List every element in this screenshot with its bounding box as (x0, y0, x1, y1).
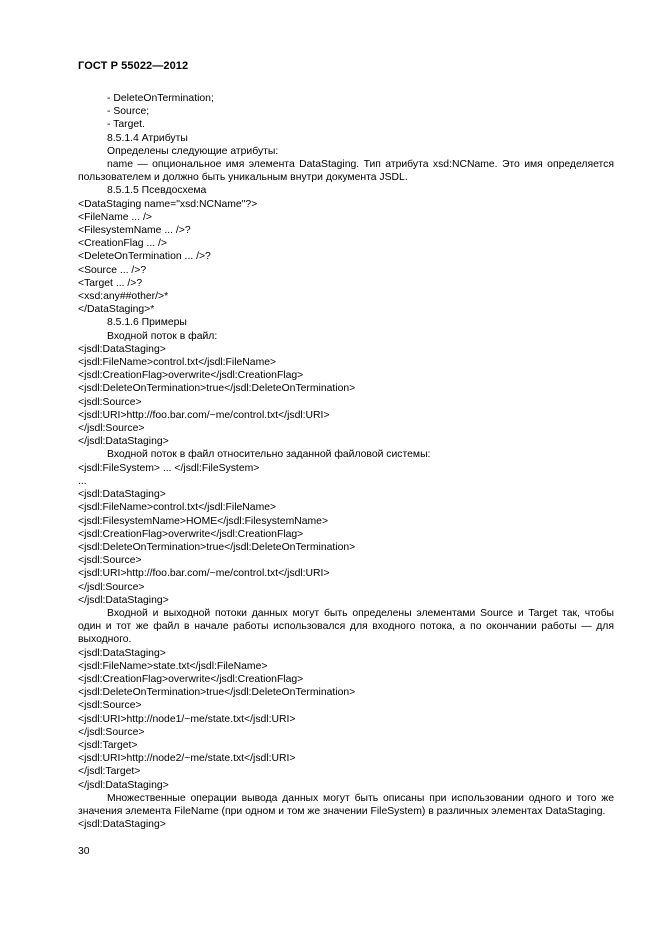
text-line: Входной поток в файл: (107, 330, 218, 342)
code-line: <jsdl:URI>http://node2/~me/state.txt</jsdl:URI> (78, 753, 296, 765)
text-line: - Target. (107, 119, 145, 131)
code-line: <jsdl:URI>http://foo.bar.com/~me/control.txt</jsdl:URI> (78, 568, 330, 580)
code-line: </jsdl:DataStaging> (78, 436, 169, 448)
code-line: <jsdl:CreationFlag>overwrite</jsdl:CreationFlag> (78, 370, 304, 382)
code-line: <jsdl:Source> (78, 700, 142, 712)
code-line: <jsdl:Target> (78, 739, 138, 751)
paragraph: Множественные операции вывода данных могут быть описаны при использовании одного и того же значения элемента FileName (при одном и том же значении FileSystem) в различных элементах DataStaging. (78, 792, 614, 817)
code-line: </jsdl:DataStaging> (78, 594, 169, 606)
code-line: <jsdl:Source> (78, 396, 142, 408)
text-line: Входной поток в файл относительно заданной файловой системы: (107, 449, 431, 461)
code-line: <jsdl:CreationFlag>overwrite</jsdl:CreationFlag> (78, 673, 304, 685)
code-line: <jsdl:CreationFlag>overwrite</jsdl:CreationFlag> (78, 528, 304, 540)
code-line: </jsdl:DataStaging> (78, 779, 169, 791)
text-line: - Source; (107, 106, 150, 118)
code-line: <DeleteOnTermination ... />? (78, 251, 211, 263)
code-line: </jsdl:Source> (78, 726, 145, 738)
code-line: <jsdl:DeleteOnTermination>true</jsdl:DeleteOnTermination> (78, 383, 356, 395)
code-line: <jsdl:FileName>state.txt</jsdl:FileName> (78, 660, 268, 672)
code-line: ... (78, 475, 87, 487)
code-line: <jsdl:DataStaging> (78, 489, 166, 501)
code-line: <jsdl:DataStaging> (78, 819, 166, 831)
paragraph: Входной и выходной потоки данных могут быть определены элементами Source и Target так, чтобы один и тот же файл в начале работы использовался для входного потока, а по окончании работы — для выходного. (78, 607, 614, 646)
text-line: Определены следующие атрибуты: (107, 145, 279, 157)
code-line: <jsdl:URI>http://foo.bar.com/~me/control.txt</jsdl:URI> (78, 409, 330, 421)
code-line: <jsdl:DataStaging> (78, 647, 166, 659)
page-number: 30 (78, 846, 90, 857)
code-line: <jsdl:FileName>control.txt</jsdl:FileName> (78, 502, 277, 514)
code-line: <jsdl:DataStaging> (78, 343, 166, 355)
code-line: <jsdl:FileName>control.txt</jsdl:FileName> (78, 357, 277, 369)
code-line: <jsdl:DeleteOnTermination>true</jsdl:DeleteOnTermination> (78, 541, 356, 553)
code-line: </DataStaging>* (78, 304, 155, 316)
code-line: </jsdl:Source> (78, 581, 145, 593)
code-line: <Source ... />? (78, 264, 147, 276)
code-line: <jsdl:Source> (78, 555, 142, 567)
code-line: <jsdl:FilesystemName>HOME</jsdl:FilesystemName> (78, 515, 329, 527)
code-line: <DataStaging name="xsd:NCName"?> (78, 198, 258, 210)
code-line: <FileName ... /> (78, 211, 152, 223)
standard-header: ГОСТ Р 55022—2012 (78, 60, 189, 72)
code-line: <jsdl:DeleteOnTermination>true</jsdl:DeleteOnTermination> (78, 687, 356, 699)
code-line: <CreationFlag ... /> (78, 238, 167, 250)
text-line: 8.5.1.6 Примеры (107, 317, 187, 329)
code-line: </jsdl:Target> (78, 766, 141, 778)
text-line: 8.5.1.4 Атрибуты (107, 132, 188, 144)
page-content (78, 92, 614, 831)
paragraph: name — опциональное имя элемента DataStaging. Тип атрибута xsd:NCName. Это имя определяется пользователем и должно быть уникальным внутри документа JSDL. (78, 159, 614, 184)
code-line: <FilesystemName ... />? (78, 225, 191, 237)
code-line: </jsdl:Source> (78, 423, 145, 435)
code-line: <jsdl:URI>http://node1/~me/state.txt</jsdl:URI> (78, 713, 296, 725)
text-line: - DeleteOnTermination; (107, 93, 214, 104)
code-line: <jsdl:FileSystem> ... </jsdl:FileSystem> (78, 462, 260, 474)
code-line: <Target ... />? (78, 277, 143, 289)
code-line: <xsd:any##other/>* (78, 291, 169, 303)
text-line: 8.5.1.5 Псевдосхема (107, 185, 207, 197)
